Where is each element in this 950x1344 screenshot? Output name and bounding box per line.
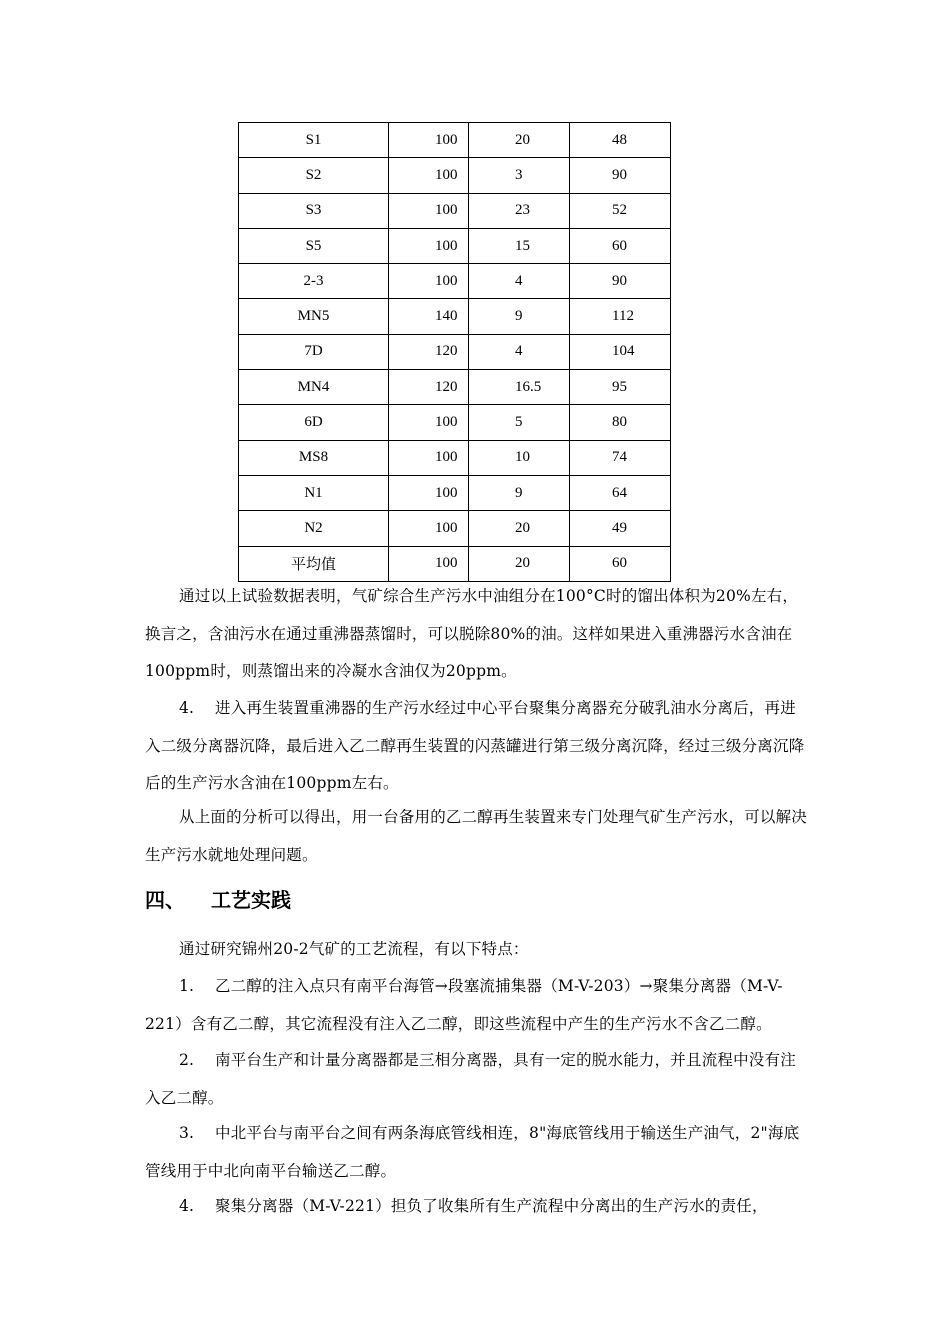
table-cell: 20 [469, 123, 570, 158]
list-item [145, 1042, 809, 1117]
table-cell: 3 [469, 158, 570, 193]
table-cell: 20 [469, 546, 570, 581]
table-cell: 16.5 [469, 370, 570, 405]
table-cell: N1 [239, 475, 389, 510]
table-cell: 100 [389, 228, 469, 263]
list-item [145, 1188, 809, 1226]
table-row [239, 193, 671, 228]
table-cell: 100 [389, 193, 469, 228]
table-cell: 100 [389, 264, 469, 299]
table-row [239, 299, 671, 334]
table-row [239, 123, 671, 158]
paragraph-intro [145, 931, 809, 969]
list-item [145, 968, 809, 1043]
table-row [239, 405, 671, 440]
table-cell: 90 [570, 158, 671, 193]
table-cell: 104 [570, 334, 671, 369]
item-number: 2. [179, 1051, 195, 1069]
table-cell: 80 [570, 405, 671, 440]
table-cell: 74 [570, 440, 671, 475]
test-data-table [238, 122, 671, 582]
table-cell: 120 [389, 370, 469, 405]
table-cell: 6D [239, 405, 389, 440]
table-cell: 20 [469, 511, 570, 546]
table-cell: 4 [469, 264, 570, 299]
table-cell: 100 [389, 475, 469, 510]
item-number: 3. [179, 1124, 195, 1142]
section-number: 四、 [145, 888, 185, 912]
table-cell: 100 [389, 405, 469, 440]
table-cell: 100 [389, 440, 469, 475]
table-cell: 64 [570, 475, 671, 510]
table-cell: 4 [469, 334, 570, 369]
table-cell: S2 [239, 158, 389, 193]
section-title: 工艺实践 [211, 888, 291, 912]
table-cell: 7D [239, 334, 389, 369]
table-cell: 95 [570, 370, 671, 405]
table-cell: 100 [389, 511, 469, 546]
table-cell: MN4 [239, 370, 389, 405]
table-cell: S1 [239, 123, 389, 158]
table-cell: S5 [239, 228, 389, 263]
table-cell: 52 [570, 193, 671, 228]
section-heading [145, 884, 291, 913]
list-item [145, 1115, 809, 1190]
table-cell: 140 [389, 299, 469, 334]
table-cell: 2-3 [239, 264, 389, 299]
table-cell: 9 [469, 475, 570, 510]
paragraph-text: 从上面的分析可以得出，用一台备用的乙二醇再生装置来专门处理气矿生产污水，可以解决生产污水就地处理问题。 [145, 808, 808, 864]
table-cell: 60 [570, 546, 671, 581]
table-row [239, 334, 671, 369]
item-number: 4. [179, 699, 195, 717]
paragraph-text: 通过研究锦州20-2气矿的工艺流程，有以下特点： [179, 940, 529, 958]
table-cell: 120 [389, 334, 469, 369]
paragraph-analysis [145, 799, 809, 874]
item-number: 4. [179, 1197, 195, 1215]
table-row [239, 440, 671, 475]
paragraph-text: 进入再生装置重沸器的生产污水经过中心平台聚集分离器充分破乳油水分离后，再进入二级分离器沉降，最后进入乙二醇再生装置的闪蒸罐进行第三级分离沉降，经过三级分离沉降后的生产污水含油在100ppm左右。 [145, 699, 805, 792]
item-text: 中北平台与南平台之间有两条海底管线相连，8"海底管线用于输送生产油气，2"海底管线用于中北向南平台输送乙二醇。 [145, 1124, 800, 1180]
paragraph-conclusion [145, 578, 809, 691]
table-cell: 90 [570, 264, 671, 299]
table-cell: MN5 [239, 299, 389, 334]
table-cell: 100 [389, 546, 469, 581]
table-row [239, 158, 671, 193]
table-cell: 15 [469, 228, 570, 263]
item-text: 聚集分离器（M-V-221）担负了收集所有生产流程中分离出的生产污水的责任， [215, 1197, 768, 1215]
table-cell: 49 [570, 511, 671, 546]
table-cell: 100 [389, 123, 469, 158]
table-cell: 100 [389, 158, 469, 193]
table-cell: N2 [239, 511, 389, 546]
table-row [239, 511, 671, 546]
item-number: 1. [179, 977, 195, 995]
table-cell: S3 [239, 193, 389, 228]
table-cell: 平均值 [239, 546, 389, 581]
table-row [239, 264, 671, 299]
table-row [239, 546, 671, 581]
table-cell: 112 [570, 299, 671, 334]
table-cell: 60 [570, 228, 671, 263]
table-body [239, 123, 671, 582]
table-cell: 48 [570, 123, 671, 158]
item-text: 南平台生产和计量分离器都是三相分离器，具有一定的脱水能力，并且流程中没有注入乙二醇。 [145, 1051, 796, 1107]
table-cell: 10 [469, 440, 570, 475]
table-cell: 23 [469, 193, 570, 228]
paragraph-text: 通过以上试验数据表明，气矿综合生产污水中油组分在100°C时的馏出体积为20%左右，换言之，含油污水在通过重沸器蒸馏时，可以脱除80%的油。这样如果进入重沸器污水含油在100ppm时，则蒸馏出来的冷凝水含油仅为20ppm。 [145, 587, 799, 680]
table-row [239, 228, 671, 263]
paragraph-item-4 [145, 690, 809, 803]
table-cell: MS8 [239, 440, 389, 475]
table-row [239, 370, 671, 405]
table-cell: 5 [469, 405, 570, 440]
table-cell: 9 [469, 299, 570, 334]
item-text: 乙二醇的注入点只有南平台海管→段塞流捕集器（M-V-203）→聚集分离器（M-V-221）含有乙二醇，其它流程没有注入乙二醇，即这些流程中产生的生产污水不含乙二醇。 [145, 977, 783, 1033]
table-row [239, 475, 671, 510]
